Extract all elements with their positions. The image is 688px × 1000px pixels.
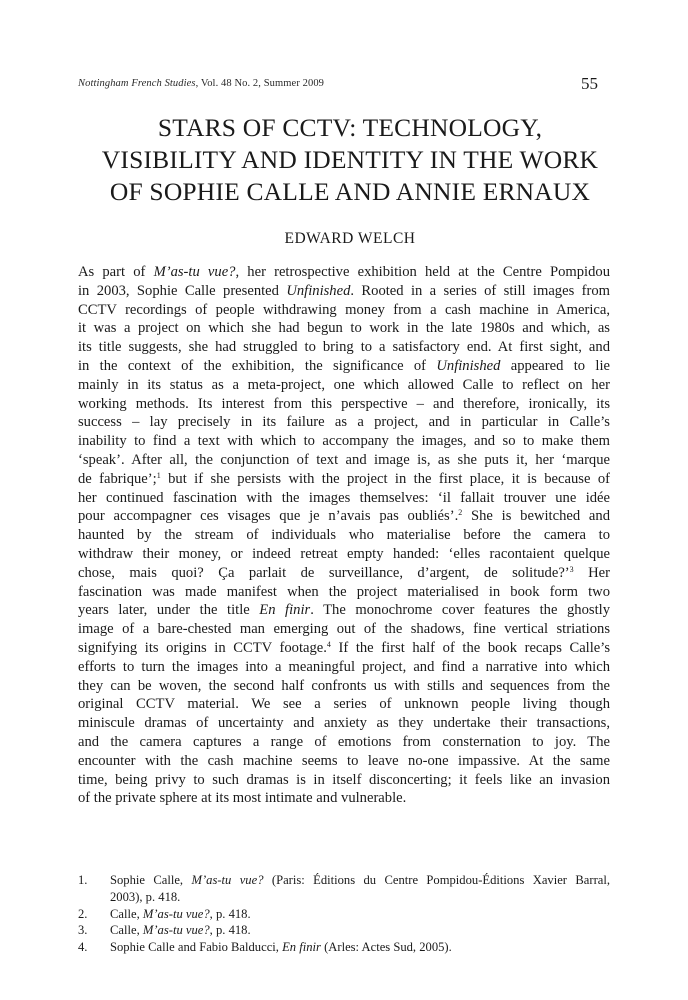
title-line: VISIBILITY AND IDENTITY IN THE WORK — [101, 145, 599, 174]
footnote-number: 1. — [78, 873, 88, 887]
article-title — [60, 112, 640, 208]
footnote-marker[interactable]: 1 — [156, 470, 161, 480]
italic-title: M’as-tu vue? — [153, 264, 236, 280]
body-line: CCTV recordings of people withdrawing money from a cash machine in America, — [78, 301, 610, 318]
body-line: encounter with the cash machine seems to leave no-one impassive. At the same — [78, 752, 610, 769]
italic-title: M’as-tu vue? — [191, 873, 264, 887]
body-line: withdraw their money, or indeed retreat empty handed: ‘elles racontaient quelque — [78, 545, 610, 562]
italic-title: M’as-tu vue? — [142, 923, 210, 938]
body-line: mainly in its status as a meta-project, one which allowed Calle to reflect on her — [78, 376, 610, 393]
body-line: de fabrique’;$^1$ but if she persists with the project in the first place, it is because of — [78, 470, 610, 487]
footnote — [78, 906, 610, 923]
body-line: ‘speak’. After all, the conjunction of text and image is, as she puts it, her ‘marque — [78, 451, 610, 468]
body-line: in the context of the exhibition, the significance of Unfinished appeared to lie — [78, 357, 610, 374]
body-line: pour accompagner ces visages que je n’avais pas oubliés’.$^2$ She is bewitched and — [78, 508, 610, 525]
footnote-marker[interactable]: 3 — [569, 564, 574, 574]
title-line: STARS OF CCTV: TECHNOLOGY, — [157, 113, 543, 142]
italic-title: En finir — [282, 940, 321, 955]
body-line: they can be woven, the second half confronts us with stills and sequences from the — [78, 677, 610, 694]
body-line: working methods. Its interest from this perspective – and therefore, ironically, its — [78, 395, 610, 412]
italic-title: M’as-tu vue? — [142, 906, 210, 921]
footnote-marker[interactable]: 2 — [458, 508, 463, 518]
footnote-text: Calle, M’as-tu vue?, p. 418. — [110, 906, 251, 921]
title-line: OF SOPHIE CALLE AND ANNIE ERNAUX — [109, 177, 591, 206]
author-name: EDWARD WELCH — [284, 230, 416, 247]
body-line: success – lay precisely in its failure as a project, and in particular in Calle’s — [78, 414, 610, 431]
body-line: and the camera captures a range of emotions from consternation to joy. The — [78, 733, 610, 750]
page-number: 55 — [581, 74, 598, 93]
body-line: it was a project on which she had begun to work in the late 1980s and which, as — [78, 320, 610, 337]
body-line: her continued fascination with the images themselves: ‘il fallait trouver une idée — [78, 489, 610, 506]
body-line: haunted by the stream of individuals who materialise before the camera to — [78, 527, 610, 544]
footnote-text: Calle, M’as-tu vue?, p. 418. — [110, 923, 251, 938]
body-line: signifying its origins in CCTV footage.$^4$ If the first half of the book recaps Calle’s — [78, 639, 610, 656]
footnote-text: Sophie Calle and Fabio Balducci, En finir (Arles: Actes Sud, 2005). — [110, 940, 452, 955]
body-line: in 2003, Sophie Calle presented Unfinished. Rooted in a series of still images from — [78, 282, 611, 299]
footnotes — [78, 872, 610, 956]
body-line: time, being privy to such dramas is in itself disconcerting; it feels like an invasion — [78, 771, 610, 788]
running-head: Nottingham French Studies, Vol. 48 No. 2, Summer 2009 — [78, 78, 325, 89]
body-line: years later, under the title En finir. The monochrome cover features the ghostly — [78, 602, 610, 619]
body-text — [78, 263, 610, 808]
italic-title: Unfinished — [436, 357, 501, 374]
body-line: fascination was made manifest when the project materialised in book form two — [78, 583, 610, 600]
body-line: miniscule dramas of uncertainty and anxiety as they undertake their transactions, — [78, 715, 610, 732]
footnote-text: 2003), p. 418. — [110, 889, 181, 904]
footnote-text: Sophie Calle, M’as-tu vue? (Paris: Éditions du Centre Pompidou-Éditions Xavier Barral, — [110, 873, 610, 887]
body-line: of the private sphere at its most intimate and vulnerable. — [78, 790, 407, 807]
footnote-number: 3. — [78, 923, 88, 938]
body-line: image of a bare-chested man emerging out of the shadows, fine vertical striations — [78, 621, 610, 638]
body-line: chose, mais quoi? Ça parlait de surveillance, d’argent, de solitude?’$^3$ Her — [78, 564, 610, 581]
footnote-marker[interactable]: 4 — [326, 639, 331, 649]
footnote — [78, 939, 610, 956]
footnote-number: 4. — [78, 940, 88, 955]
footnote — [78, 872, 610, 906]
body-line: inability to find a text with which to accompany the images, and so to make them — [78, 433, 610, 450]
italic-title: En finir — [259, 602, 311, 619]
volume-info: Vol. 48 No. 2, Summer 2009 — [200, 78, 325, 89]
footnote — [78, 922, 610, 939]
footnote-number: 2. — [78, 906, 88, 921]
italic-title: Unfinished — [286, 282, 351, 299]
body-line: efforts to turn the images into a meaningful project, and find a narrative into which — [78, 658, 610, 675]
journal-name: Nottingham French Studies — [78, 78, 196, 89]
body-line: As part of M’as-tu vue?, her retrospective exhibition held at the Centre Pompidou — [78, 264, 610, 280]
body-line: its title suggests, she had struggled to bring to a satisfactory end. At first sight, and — [78, 339, 610, 356]
body-line: original CCTV material. We see a series of unknown people living though — [78, 696, 610, 713]
